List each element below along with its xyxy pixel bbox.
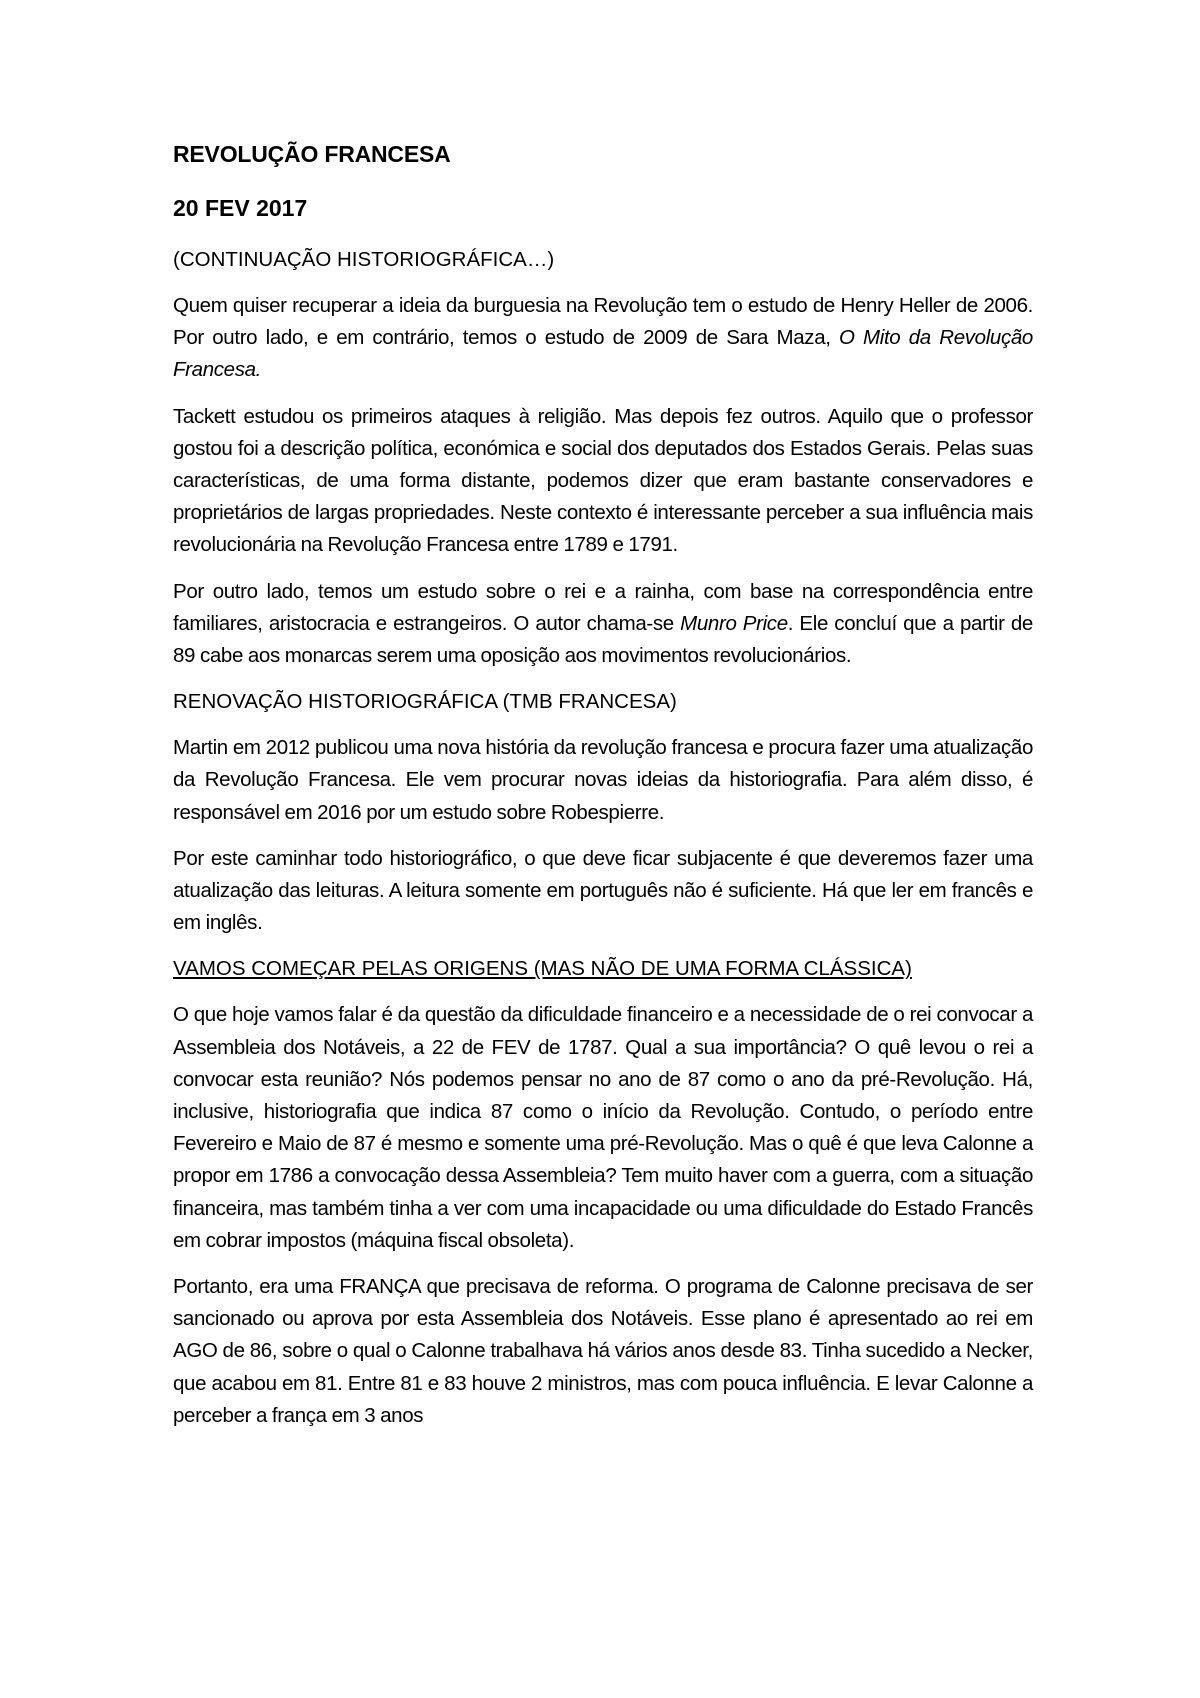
book-title-mito: O Mito da Revolução Francesa. — [173, 326, 1033, 382]
paragraph-assembleia: O que hoje vamos falar é da questão da dificuldade financeiro e a necessidade de o rei convocar a Assembleia dos Notáveis, a 22 de FEV de 1787. Qual a sua importância? O quê levou o rei a convocar esta reunião? Nós podemos pensar no ano de 87 como o ano da pré-Revolução. Há, inclusive, historiografia que indica 87 como o início da Revolução. Contudo, o período entre Fevereiro e Maio de 87 é mesmo e somente uma pré-Revolução. Mas o quê é que leva Calonne a propor em 1786 a convocação dessa Assembleia? Tem muito haver com a guerra, com a situação financeira, mas também tinha a ver com uma incapacidade ou uma dificuldade do Estado Francês em cobrar impostos (máquina fiscal obsoleta). — [173, 1003, 1033, 1252]
paragraph-caminhar: Por este caminhar todo historiográfico, o que deve ficar subjacente é que deveremos fazer uma atualização das leituras. A leitura somente em português não é suficiente. Há que ler em francês e em inglês. — [173, 846, 1033, 935]
paragraph-burguesia — [173, 290, 1033, 387]
continuation-heading: (CONTINUAÇÃO HISTORIOGRÁFICA…) — [173, 248, 555, 271]
paragraph-burguesia-text: Quem quiser recuperar a ideia da burguesia na Revolução tem o estudo de Henry Heller de 2006. Por outro lado, e em contrário, temos o estudo de 2009 de Sara Maza, — [173, 294, 1033, 350]
renovation-heading: RENOVAÇÃO HISTORIOGRÁFICA (TMB FRANCESA) — [173, 690, 677, 714]
document-page — [173, 138, 1033, 1446]
paragraph-rei-rainha-after: . Ele concluí que a partir de 89 cabe aos monarcas serem uma oposição aos movimentos revolucionários. — [173, 611, 1033, 668]
paragraph-calonne: Portanto, era uma FRANÇA que precisava de reforma. O programa de Calonne precisava de ser sancionado ou aprova por esta Assembleia dos Notáveis. Esse plano é apresentado ao rei em AGO de 86, sobre o qual o Calonne trabalhava há vários anos desde 83. Tinha sucedido a Necker, que acabou em 81. Entre 81 e 83 houve 2 ministros, mas com pouca influência. E levar Calonne a perceber a frança em 3 anos — [173, 1275, 1033, 1427]
paragraph-tackett: Tackett estudou os primeiros ataques à religião. Mas depois fez outros. Aquilo que o professor gostou foi a descrição política, económica e social dos deputados dos Estados Gerais. Pelas suas características, de uma forma distante, podemos dizer que eram bastante conservadores e proprietários de largas propriedades. Neste contexto é interessante perceber a sua influência mais revolucionária na Revolução Francesa entre 1789 e 1791. — [173, 404, 1033, 557]
paragraph-rei-rainha-before: Por outro lado, temos um estudo sobre o rei e a rainha, com base na correspondência entre familiares, aristocracia e estrangeiros. O autor chama-se — [173, 579, 1033, 635]
document-date: 20 FEV 2017 — [173, 195, 308, 221]
origins-heading: VAMOS COMEÇAR PELAS ORIGENS (MAS NÃO DE UMA FORMA CLÁSSICA) — [173, 957, 912, 981]
document-title: REVOLUÇÃO FRANCESA — [173, 141, 451, 167]
author-munro-price: Munro Price — [680, 611, 788, 635]
paragraph-rei-rainha — [173, 576, 1033, 673]
paragraph-martin: Martin em 2012 publicou uma nova história da revolução francesa e procura fazer uma atualização da Revolução Francesa. Ele vem procurar novas ideias da historiografia. Para além disso, é responsável em 2016 por um estudo sobre Robespierre. — [173, 736, 1033, 824]
